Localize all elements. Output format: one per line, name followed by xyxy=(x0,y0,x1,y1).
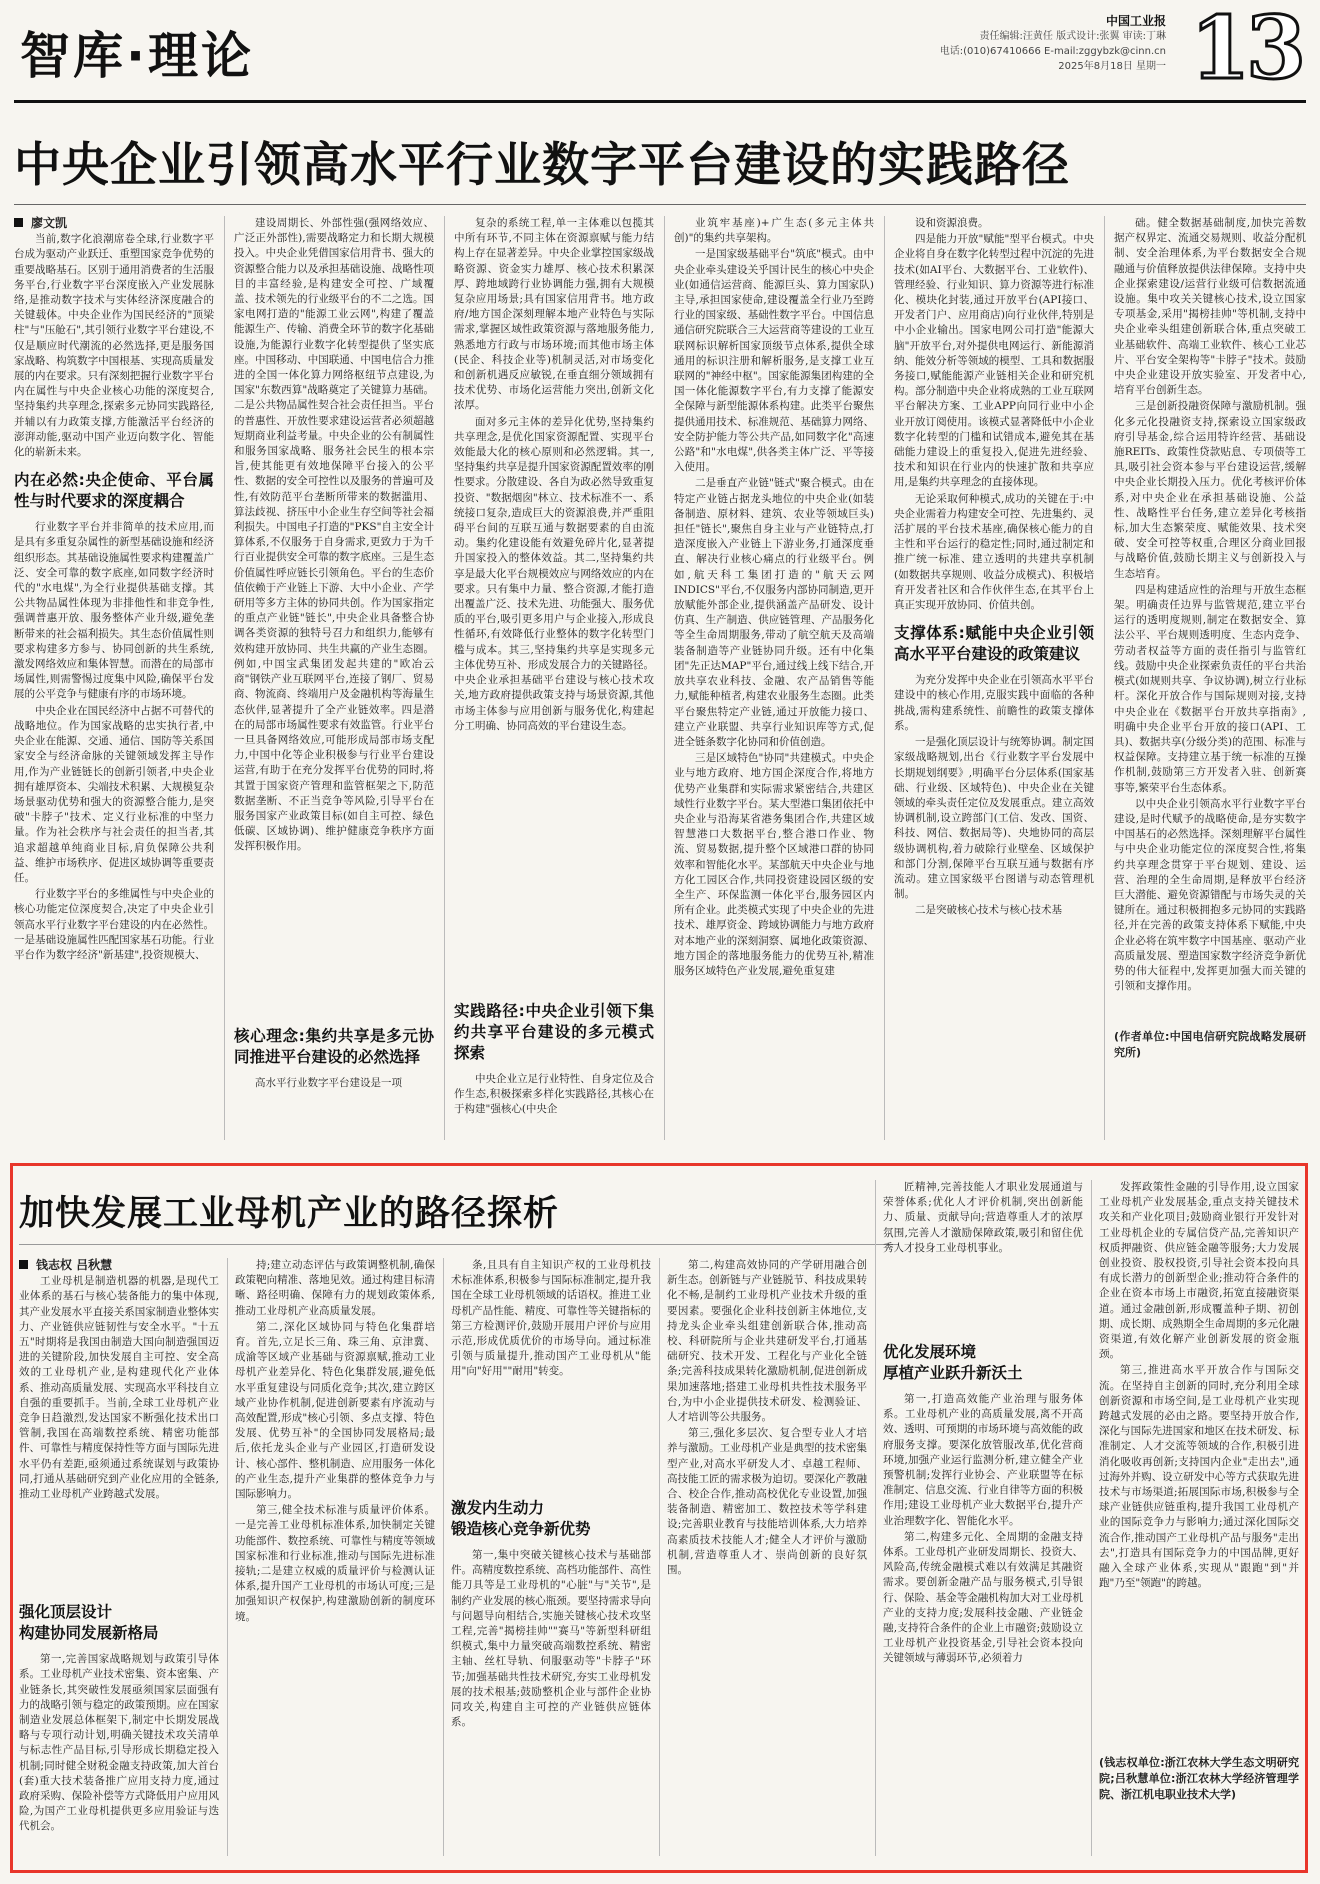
masthead-rule xyxy=(14,100,1306,103)
paragraph: 一是强化顶层设计与统筹协调。制定国家级战略规划,出台《行业数字平台发展中长期规划纲要》,明确平台分层体系(国家基础、行业级、区域特色)、中央企业在关键领域的牵头责任定位及发展重点。建立高效协调机制,设立跨部门(工信、发改、国资、科技、网信、数据局等)、央地协同的高层级协调机构,着力破除行业壁垒、区域保护和部门分割,保障平台互联互通与数据有序流动。建立国家级平台图谱与动态管理机制。 xyxy=(894,736,1094,901)
column-divider xyxy=(224,216,225,1140)
paragraph: 第二,深化区域协同与特色化集群培育。首先,立足长三角、珠三角、京津冀、成渝等区域产业基础与资源禀赋,推动工业母机产业差异化、特色化集群发展,避免低水平重复建设与同质化竞争;其次,建立跨区域产业协作机制,促进创新要素有序流动与高效配置,形成"核心引领、多点支撑、特色发展、优势互补"的全国协同发展格局;最后,依托龙头企业与产业园区,打造研发设计、核心部件、整机制造、应用服务一体化的产业生态,提升产业集群的整体竞争力与国际影响力。 xyxy=(235,1320,435,1501)
article2-byline xyxy=(19,1258,219,1273)
article1-col-1 xyxy=(14,216,214,1140)
subheading: 强化顶层设计 构建协同发展新格局 xyxy=(19,1603,159,1643)
article2-col-4 xyxy=(667,1258,867,1858)
paragraph: 第二,构建多元化、全周期的金融支持体系。工业母机产业研发周期长、投资大、风险高,传统金融模式难以有效满足其融资需求。要创新金融产品与服务模式,引导银行、保险、基金等金融机构加大对工业母机产业的支持力度;发展科技金融、产业链金融,支持符合条件的企业上市融资;鼓励设立工业母机产业投资基金,引导社会资本投向关键领域与薄弱环节,必须着力 xyxy=(883,1530,1083,1665)
paragraph: 无论采取何种模式,成功的关键在于:中央企业需着力构建安全可控、先进集约、灵活扩展的平台技术基座,确保核心能力的自主性和平台运行的稳定性;同时,通过制定和推广统一标准、建立透明的共建共享机制(如数据共享规则、收益分成模式)、积极培育开发者社区和合作伙伴生态,在其平台上真正实现开放协同、价值共创。 xyxy=(894,492,1094,612)
paragraph: 四是能力开放"赋能"型平台模式。中央企业将自身在数字化转型过程中沉淀的先进技术(如AI平台、大数据平台、工业软件)、管理经验、行业知识、算力资源等进行标准化、模块化封装,通过开放平台(API接口、开发者门户、应用商店)向行业伙伴,特别是中小企业输出。国家电网公司打造"能源大脑"开放平台,对外提供电网运行、新能源消纳、能效分析等领域的模型、工具和数据服务接口,赋能能源产业链相关企业和研究机构。部分制造中央企业将成熟的工业互联网平台解决方案、工业APP向同行业中小企业开放订阅使用。该模式显著降低中小企业数字化转型的门槛和试错成本,避免其在基础能力建设上的重复投入,促进先进经验、技术和知识在行业内的快速扩散和共享应用,是集约共享理念的直接体现。 xyxy=(894,233,1094,489)
paragraph: 复杂的系统工程,单一主体难以包揽其中所有环节,不同主体在资源禀赋与能力结构上存在显著差异。中央企业掌控国家级战略资源、资金实力雄厚、核心技术积累深厚、跨地域跨行业协调能力强,拥有大规模复杂应用场景;具有国家信用背书。地方政府/地方国企深刻理解本地产业特色与实际需求,掌握区域性政策资源与落地服务能力,熟悉地方行政与市场环境;而其他市场主体(民企、科技企业等)机制灵活,对市场变化和创新机遇反应敏锐,在垂直细分领域拥有技术优势、市场化运营能力突出,创新文化浓厚。 xyxy=(454,217,654,412)
article2-authors: 钱志权 吕秋慧 xyxy=(36,1258,113,1272)
masthead xyxy=(14,0,1306,100)
author-note: (作者单位:中国电信研究院战略发展研究所) xyxy=(1114,1029,1306,1059)
paragraph: 以中央企业引领高水平行业数字平台建设,是时代赋予的战略使命,是夯实数字中国基石的必然选择。深刻理解平台属性与中央企业功能定位的深度契合性,将集约共享理念贯穿于平台规划、建设、运营、治理的全生命周期,是释放平台经济巨大潜能、避免资源错配与市场失灵的关键所在。通过积极拥抱多元协同的实践路径,并在完善的政策支持体系下赋能,中央企业必将在筑牢数字中国基座、驱动产业高质量发展、塑造国家数字经济竞争新优势的伟大征程中,发挥更加强大而关键的引领和支撑作用。 xyxy=(1114,797,1306,993)
editors-line: 责任编辑:汪黄任 版式设计:张翼 审读:丁琳 xyxy=(979,31,1166,42)
paragraph: 当前,数字化浪潮席卷全球,行业数字平台成为驱动产业跃迁、重塑国家竞争优势的重要战略基石。区别于通用消费者的生活服务平台,行业数字平台深度嵌入产业发展脉络,是推动数字技术与实体经济深度融合的关键载体。中央企业作为国民经济的"顶梁柱"与"压舱石",其引领行业数字平台建设,不仅是顺应时代潮流的必然选择,更是服务国家战略、构筑数字中国根基、实现高质量发展的内在要求。只有深刻把握行业数字平台内在属性与中央企业核心功能的深度契合,坚持集约共享理念,探索多元协同实践路径,并辅以有力政策支撑,方能激活平台经济的澎湃动能,驱动中国产业迈向数字化、智能化的崭新未来。 xyxy=(14,233,214,459)
section-title: 智库·理论 xyxy=(20,27,254,85)
article2-col-6 xyxy=(1099,1180,1299,1858)
author-note: (钱志权单位:浙江农林大学生态文明研究院;吕秋慧单位:浙江农林大学经济管理学院、浙江机电职业技术大学) xyxy=(1099,1756,1299,1802)
headline-rule xyxy=(14,204,1306,205)
paragraph: 第一,完善国家战略规划与政策引导体系。工业母机产业技术密集、资本密集、产业链条长,其突破性发展亟须国家层面强有力的战略引领与稳定的政策预期。应在国家制造业发展总体框架下,制定中长期发展战略与专项行动计划,明确关键技术攻关清单与标志性产品目标,引导形成长期稳定投入机制;同时健全财税金融支持政策,加大首台(套)重大技术装备推广应用支持力度,通过政府采购、保险补偿等方式降低用户应用风险,为国产工业母机提供更多应用验证与迭代机会。 xyxy=(19,1653,219,1833)
paragraph: 第三,推进高水平开放合作与国际交流。在坚持自主创新的同时,充分利用全球创新资源和市场空间,是工业母机产业实现跨越式发展的必由之路。要坚持开放合作,深化与国际先进国家和地区在技术研发、标准制定、人才交流等领域的合作,积极引进消化吸收再创新;支持国内企业"走出去",通过海外并购、设立研发中心等方式获取先进技术与市场渠道;拓展国际市场,积极参与全球产业链供应链重构,提升我国工业母机产业的国际竞争力与影响力;通过深化国际交流合作,推动国产工业母机产品与服务"走出去",打造具有国际竞争力的中国品牌,更好融入全球产业体系,实现从"跟跑"到"并跑"乃至"领跑"的跨越。 xyxy=(1099,1364,1299,1590)
paragraph: 业筑牢基座)+广生态(多元主体共创)"的集约共享架构。 xyxy=(674,217,874,245)
page-number: 13 xyxy=(1190,0,1302,99)
subheading: 实践路径:中央企业引领下集约共享平台建设的多元模式探索 xyxy=(454,1001,654,1062)
paragraph: 第一,打造高效能产业治理与服务体系。工业母机产业的高质量发展,离不开高效、透明、可预期的市场环境与高效能的政府服务支撑。要深化放管服改革,优化营商环境,加强产业运行监测分析,建立健全产业预警机制;发挥行业协会、产业联盟等在标准制定、信息交流、行业自律等方面的积极作用;建设工业母机产业大数据平台,提升产业治理数字化、智能化水平。 xyxy=(883,1393,1083,1527)
paragraph: 工业母机是制造机器的机器,是现代工业体系的基石与核心装备能力的集中体现,其产业发展水平直接关系国家制造业整体实力、产业链供应链韧性与安全水平。"十五五"时期将是我国由制造大国向制造强国迈进的关键阶段,加快发展自主可控、安全高效的工业母机产业,是构建现代化产业体系、推动高质量发展、实现高水平科技自立自强的重要抓手。当前,全球工业母机产业竞争日趋激烈,发达国家不断强化技术出口管制,我国在高端数控系统、精密功能部件、可靠性与精度保持性等方面与国际先进水平仍有差距,亟须通过系统谋划与政策协同,打通从基础研究到产业化应用的全链条,推动工业母机产业跨越式发展。 xyxy=(19,1275,219,1501)
article2-headline-wrap xyxy=(19,1186,899,1236)
article1-col-5 xyxy=(894,216,1094,1140)
subheading: 优化发展环境 厚植产业跃升新沃土 xyxy=(883,1343,1023,1382)
paragraph: 第一,集中突破关键核心技术与基础部件。高精度数控系统、高档功能部件、高性能刀具等是工业母机的"心脏"与"关节",是制约产业发展的核心瓶颈。要坚持需求导向与问题导向相结合,实施关键核心技术攻坚工程,完善"揭榜挂帅""赛马"等新型科研组织模式,集中力量突破高端数控系统、精密主轴、丝杠导轨、伺服驱动等"卡脖子"环节;加强基础共性技术研究,夯实工业母机发展的技术根基;鼓励整机企业与部件企业协同攻关,构建自主可控的产业链供应链体系。 xyxy=(451,1549,651,1729)
column-divider xyxy=(227,1258,228,1856)
contact-line: 电话:(010)67410666 E-mail:zggybzk@cinn.cn xyxy=(939,46,1166,57)
paragraph: 础。健全数据基础制度,加快完善数据产权界定、流通交易规则、收益分配机制、安全治理体系,为平台数据安全合规融通与价值释放提供法律保障。支持中央企业探索建设/运营行业级可信数据流通设施。集中攻关关键核心技术,设立国家专项基金,采用"揭榜挂帅"等机制,支持中央企业牵头组建创新联合体,重点突破工业基础软件、高端工业软件、核心工业芯片、平台安全架构等"卡脖子"技术。鼓励中央企业建设开放实验室、开发者中心,培育平台创新生态。 xyxy=(1114,217,1306,397)
column-divider xyxy=(1091,1180,1092,1856)
paragraph: 建设周期长、外部性强(强网络效应、广泛正外部性),需要战略定力和长期大规模投入。中央企业凭借国家信用背书、强大的资源整合能力以及承担基础设施、战略性项目的丰富经验,是构建安全可控、广域覆盖、技术领先的行业级平台的不二之选。国家电网打造的"能源工业云网",构建了覆盖能源生产、传输、消费全环节的数字化基础设施,为能源行业数字化转型提供了坚实底座。中国移动、中国联通、中国电信合力推进的全国一体化算力网络枢纽节点建设,为国家"东数西算"战略奠定了关键算力基础。二是公共物品属性契合社会责任担当。平台的普惠性、开放性要求建设运营者必须超越短期商业利益考量。中央企业的公有制属性和服务国家战略、服务社会民生的根本宗旨,使其能更有效地保障平台接入的公平性、数据的安全可控性以及服务的普遍可及性,有效防范平台垄断所带来的数据滥用、算法歧视、挤压中小企业生存空间等社会福利损失。中国电子打造的"PKS"自主安全计算体系,不仅服务于自身需求,更致力于为千行百业提供安全可靠的数字底座。三是生态价值属性呼应链长引领角色。平台的生态价值依赖于产业链上下游、大中小企业、产学研用等多方主体的协同共创。作为国家指定的重点产业链"链长",中央企业具备整合协调各类资源的独特号召力和组织力,能够有效构建开放协同、共生共赢的产业生态圈。例如,中国宝武集团发起共建的"欧冶云商"钢铁产业互联网平台,连接了钢厂、贸易商、物流商、终端用户及金融机构等海量生态伙伴,显著提升了全产业链效率。四是潜在的局部市场属性要求有效监管。行业平台一旦具备网络效应,可能形成局部市场支配力,中国中化等企业积极参与行业平台建设运营,有助于在充分发挥平台优势的同时,将其置于国家资产管理和监管框架之下,防范数据垄断、不正当竞争等风险,引导平台在服务国家产业政策目标(如自主可控、绿色低碳、区域协调)、维护健康竞争秩序方面发挥积极作用。 xyxy=(234,217,434,853)
article1-col-3 xyxy=(454,216,654,1140)
headline-rule xyxy=(19,1244,899,1245)
paragraph: 第二,构建高效协同的产学研用融合创新生态。创新链与产业链脱节、科技成果转化不畅,是制约工业母机产业技术升级的重要因素。要强化企业科技创新主体地位,支持龙头企业牵头组建创新联合体,推动高校、科研院所与企业共建研发平台,打通基础研究、技术开发、工程化与产业化全链条;完善科技成果转化激励机制,促进创新成果加速落地;搭建工业母机共性技术服务平台,为中小企业提供技术研发、检测验证、人才培训等公共服务。 xyxy=(667,1259,867,1424)
paragraph: 为充分发挥中央企业在引领高水平平台建设中的核心作用,克服实践中面临的各种挑战,需构建系统性、前瞻性的政策支撑体系。 xyxy=(894,674,1094,732)
paragraph: 中央企业立足行业特性、自身定位及合作生态,积极探索多样化实践路径,其核心在于构建"强核心(中央企 xyxy=(454,1072,654,1116)
article2-highlight-box xyxy=(10,1163,1308,1873)
paragraph: 四是构建适应性的治理与开放生态框架。明确责任边界与监管规范,建立平台运行的透明度规则,制定在数据安全、算法公平、平台规则透明度、生态内竞争、劳动者权益等方面的责任指引与监管红线。鼓励中央企业探索负责任的平台共治模式(如规则共享、争议协调),树立行业标杆。深化开放合作与国际规则对接,支持中央企业在《数据平台开放共享指南》,明确中央企业平台开放的接口(API、工具)、数据共享(分级分类)的范围、标准与权益保障。支持建立基于统一标准的互操作机制,鼓励第三方开发者入驻、创新赛事等,繁荣平台生态体系。 xyxy=(1114,583,1306,794)
paragraph: 行业数字平台的多维属性与中央企业的核心功能定位深度契合,决定了中央企业引领高水平行业数字平台建设的内在必然性。一是基础设施属性匹配国家基石功能。行业平台作为数字经济"新基建",投资规模大、 xyxy=(14,888,214,961)
article1-col-2 xyxy=(234,216,434,1140)
subheading: 内在必然:央企使命、平台属性与时代要求的深度耦合 xyxy=(14,471,214,511)
paragraph: 三是区域特色"协同"共建模式。中央企业与地方政府、地方国企深度合作,将地方优势产业集群和实际需求紧密结合,共建区域性行业数字平台。某大型港口集团依托中央企业与沿海某省港务集团合作,共建区域智慧港口大数据平台,整合港口作业、物流、贸易数据,提升整个区域港口群的协同效率和智能化水平。某部航天中央企业与地方化工园区合作,共同投资建设园区级的安全生产、环保监测一体化平台,服务园区内所有企业。此类模式实现了中央企业的先进技术、雄厚资金、跨域协调能力与地方政府对本地产业的深刻洞察、属地化政策资源、地方国企的落地服务能力的优势互补,精准服务区域特色产业发展,避免重复建 xyxy=(674,752,874,977)
column-divider xyxy=(664,216,665,1140)
article1-col-4 xyxy=(674,216,874,1140)
subheading: 支撑体系:赋能中央企业引领高水平平台建设的政策建议 xyxy=(894,624,1094,664)
paragraph: 二是突破核心技术与核心技术基 xyxy=(915,904,1062,917)
byline-marker-icon xyxy=(14,218,23,227)
paper-info xyxy=(906,14,1166,74)
paragraph: 高水平行业数字平台建设是一项 xyxy=(255,1077,402,1089)
article2-col-1 xyxy=(19,1258,219,1858)
paragraph: 第三,健全技术标准与质量评价体系。一是完善工业母机标准体系,加快制定关键功能部件、数控系统、可靠性与精度等领域国家标准和行业标准,推动与国际先进标准接轨;二是建立权威的质量评价与检测认证体系,提升国产工业母机的市场认可度;三是加强知识产权保护,构建激励创新的制度环境。 xyxy=(235,1504,435,1623)
paragraph: 持;建立动态评估与政策调整机制,确保政策靶向精准、落地见效。通过构建目标清晰、路径明确、保障有力的规划政策体系,推动工业母机产业高质量发展。 xyxy=(235,1259,435,1317)
article1 xyxy=(14,216,1306,1140)
column-divider xyxy=(884,216,885,1140)
subheading: 核心理念:集约共享是多元协同推进平台建设的必然选择 xyxy=(234,1027,434,1066)
paragraph: 面对多元主体的差异化优势,坚持集约共享理念,是优化国家资源配置、实现平台效能最大化的核心原则和必然逻辑。其一,坚持集约共享是提升国家资源配置效率的刚性要求。分散建设、各自为政必然导致重复投资、"数据烟囱"林立、技术标准不一、系统接口复杂,造成巨大的资源浪费,并严重阻碍平台间的互联互通与数据要素的自由流动。集约化建设能有效避免碎片化,显著提升国家投入的整体效益。其二,坚持集约共享是最大化平台规模效应与网络效应的内在要求。只有集中力量、整合资源,才能打造出覆盖广泛、技术先进、功能强大、服务优质的平台,吸引更多用户与企业接入,形成良性循环,有效降低行业整体的数字化转型门槛与成本。其三,坚持集约共享是实现多元主体优势互补、形成发展合力的关键路径。中央企业承担基础平台建设与核心技术攻关,地方政府提供政策支持与场景资源,其他市场主体参与应用创新与服务优化,构建起分工明确、协同高效的平台建设生态。 xyxy=(454,415,654,732)
paragraph: 中央企业在国民经济中占据不可替代的战略地位。作为国家战略的忠实执行者,中央企业在能源、交通、通信、国防等关系国家安全与经济命脉的关键领域发挥主导作用,作为产业链链长的创新引领者,中央企业拥有雄厚资本、尖端技术积累、大规模复杂场景驱动优势和强大的资源整合能力,是突破"卡脖子"技术、定义行业标准的中坚力量。作为社会秩序与社会责任的担当者,其追求超越单纯商业目标,肩负保障公共利益、维护市场秩序、促进区域协调等重要责任。 xyxy=(14,704,214,884)
article2-col-5 xyxy=(883,1180,1083,1858)
paragraph: 条,且具有自主知识产权的工业母机技术标准体系,积极参与国际标准制定,提升我国在全球工业母机领域的话语权。推进工业母机产品性能、精度、可靠性等关键指标的第三方检测评价,鼓励开展用户评价与应用示范,形成优质优价的市场导向。通过标准引领与质量提升,推动国产工业母机从"能用"向"好用""耐用"转变。 xyxy=(451,1259,651,1378)
article1-author: 廖文凯 xyxy=(31,216,68,230)
paragraph: 三是创新投融资保障与激励机制。强化多元化投融资支持,探索设立国家级政府引导基金,综合运用特许经营、基础设施REITs、政策性贷款贴息、专项债等工具,吸引社会资本参与平台建设运营,缓解中央企业长期投入压力。优化考核评价体系,对中央企业在承担基础设施、公益性、战略性平台任务,建立差异化考核指标,加大生态繁荣度、赋能效果、技术突破、安全可控等权重,合理区分商业回报与战略价值,鼓励长期主义与创新投入与生态培育。 xyxy=(1114,400,1306,580)
column-divider xyxy=(659,1258,660,1856)
article1-col-6 xyxy=(1114,216,1306,1140)
paragraph: 二是垂直产业链"链式"聚合模式。由在特定产业链占据龙头地位的中央企业(如装备制造、原材料、建筑、农业等领域巨头)担任"链长",聚焦自身主业与产业链特点,打造深度嵌入产业链上下游业务,打通深度垂直、解决行业核心痛点的行业级平台。例如,航天科工集团打造的"航天云网INDICS"平台,不仅服务内部协同制造,更开放赋能外部企业,提供涵盖产品研发、设计仿真、生产制造、供应链管理、产品服务化等全生命周期服务,带动了航空航天及高端装备制造等产业链协同升级。还有中化集团"先正达MAP"平台,通过线上线下结合,开放共享农业科技、金融、农产品销售等能力,赋能种植者,构建农业服务生态圈。此类平台聚焦特定产业链,通过开放能力接口、建立产业联盟、共享行业知识库等方式,促进全链条数字化协同和价值创造。 xyxy=(674,477,874,748)
article2-col-3 xyxy=(451,1258,651,1858)
byline-marker-icon xyxy=(19,1260,28,1269)
paragraph: 发挥政策性金融的引导作用,设立国家工业母机产业发展基金,重点支持关键技术攻关和产业化项目;鼓励商业银行开发针对工业母机企业的专属信贷产品,完善知识产权质押融资、供应链金融等服务;大力发展创业投资、股权投资,引导社会资本投向具有成长潜力的创新型企业;推动符合条件的企业在资本市场上市融资,拓宽直接融资渠道。通过金融创新,形成覆盖种子期、初创期、成长期、成熟期全生命周期的多元化融资渠道,有效化解产业创新发展的资金瓶颈。 xyxy=(1099,1181,1299,1361)
paragraph: 一是国家级基础平台"筑底"模式。由中央企业牵头建设关乎国计民生的核心中央企业(如通信运营商、能源巨头、算力国家队)主导,承担国家使命,建设覆盖全行业乃至跨行业的国家级、基础性数字平台。中国信息通信研究院联合三大运营商等建设的工业互联网标识解析国家顶级节点体系,提供全球通用的标识注册和解析服务,是支撑工业互联网的"神经中枢"。国家能源集团构建的全国一体化能源数字平台,有力支撑了能源安全保障与新型能源体系构建。此类平台聚焦提供通用技术、标准规范、基础算力网络、安全防护能力等公共产品,如同数字化"高速公路"和"水电煤",供各类主体广泛、平等接入使用。 xyxy=(674,248,874,474)
article2-headline: 加快发展工业母机产业的路径探析 xyxy=(19,1194,560,1234)
date-line: 2025年8月18日 星期一 xyxy=(1058,61,1166,72)
article1-headline: 中央企业引领高水平行业数字平台建设的实践路径 xyxy=(14,138,1070,193)
subheading: 激发内生动力 锻造核心竞争新优势 xyxy=(451,1499,591,1538)
column-divider xyxy=(875,1180,876,1856)
paragraph: 匠精神,完善技能人才职业发展通道与荣誉体系;优化人才评价机制,突出创新能力、质量、贡献导向;营造尊重人才的浓厚氛围,完善人才激励保障政策,吸引和留住优秀人才投身工业母机事业。 xyxy=(883,1181,1083,1254)
column-divider xyxy=(444,216,445,1140)
column-divider xyxy=(443,1258,444,1856)
paragraph: 第三,强化多层次、复合型专业人才培养与激励。工业母机产业是典型的技术密集型产业,对高水平研发人才、卓越工程师、高技能工匠的需求极为迫切。要深化产教融合、校企合作,推动高校优化专业设置,加强装备制造、精密加工、数控技术等学科建设;完善职业教育与技能培训体系,大力培养高素质技术技能人才;健全人才评价与激励机制,营造尊重人才、崇尚创新的良好氛围。 xyxy=(667,1427,867,1577)
paper-name: 中国工业报 xyxy=(1105,14,1166,28)
column-divider xyxy=(1104,216,1105,1140)
paragraph: 行业数字平台并非简单的技术应用,而是具有多重复杂属性的新型基础设施和经济组织形态。其基础设施属性要求构建覆盖广泛、安全可靠的数字底座,如同数字经济时代的"水电煤",为全行业提供基础支撑。其公共物品属性体现为非排他性和非竞争性,强调普惠开放、服务整体产业升级,避免垄断带来的社会福利损失。其生态价值属性则要求构建多方参与、协同创新的共生系统,激发网络效应和集体智慧。而潜在的局部市场属性,则需警惕过度集中风险,确保平台发展的公平竞争与健康有序的市场环境。 xyxy=(14,521,214,701)
article2-col-2 xyxy=(235,1258,435,1858)
paragraph: 设和资源浪费。 xyxy=(915,217,989,229)
article1-byline xyxy=(14,216,214,231)
